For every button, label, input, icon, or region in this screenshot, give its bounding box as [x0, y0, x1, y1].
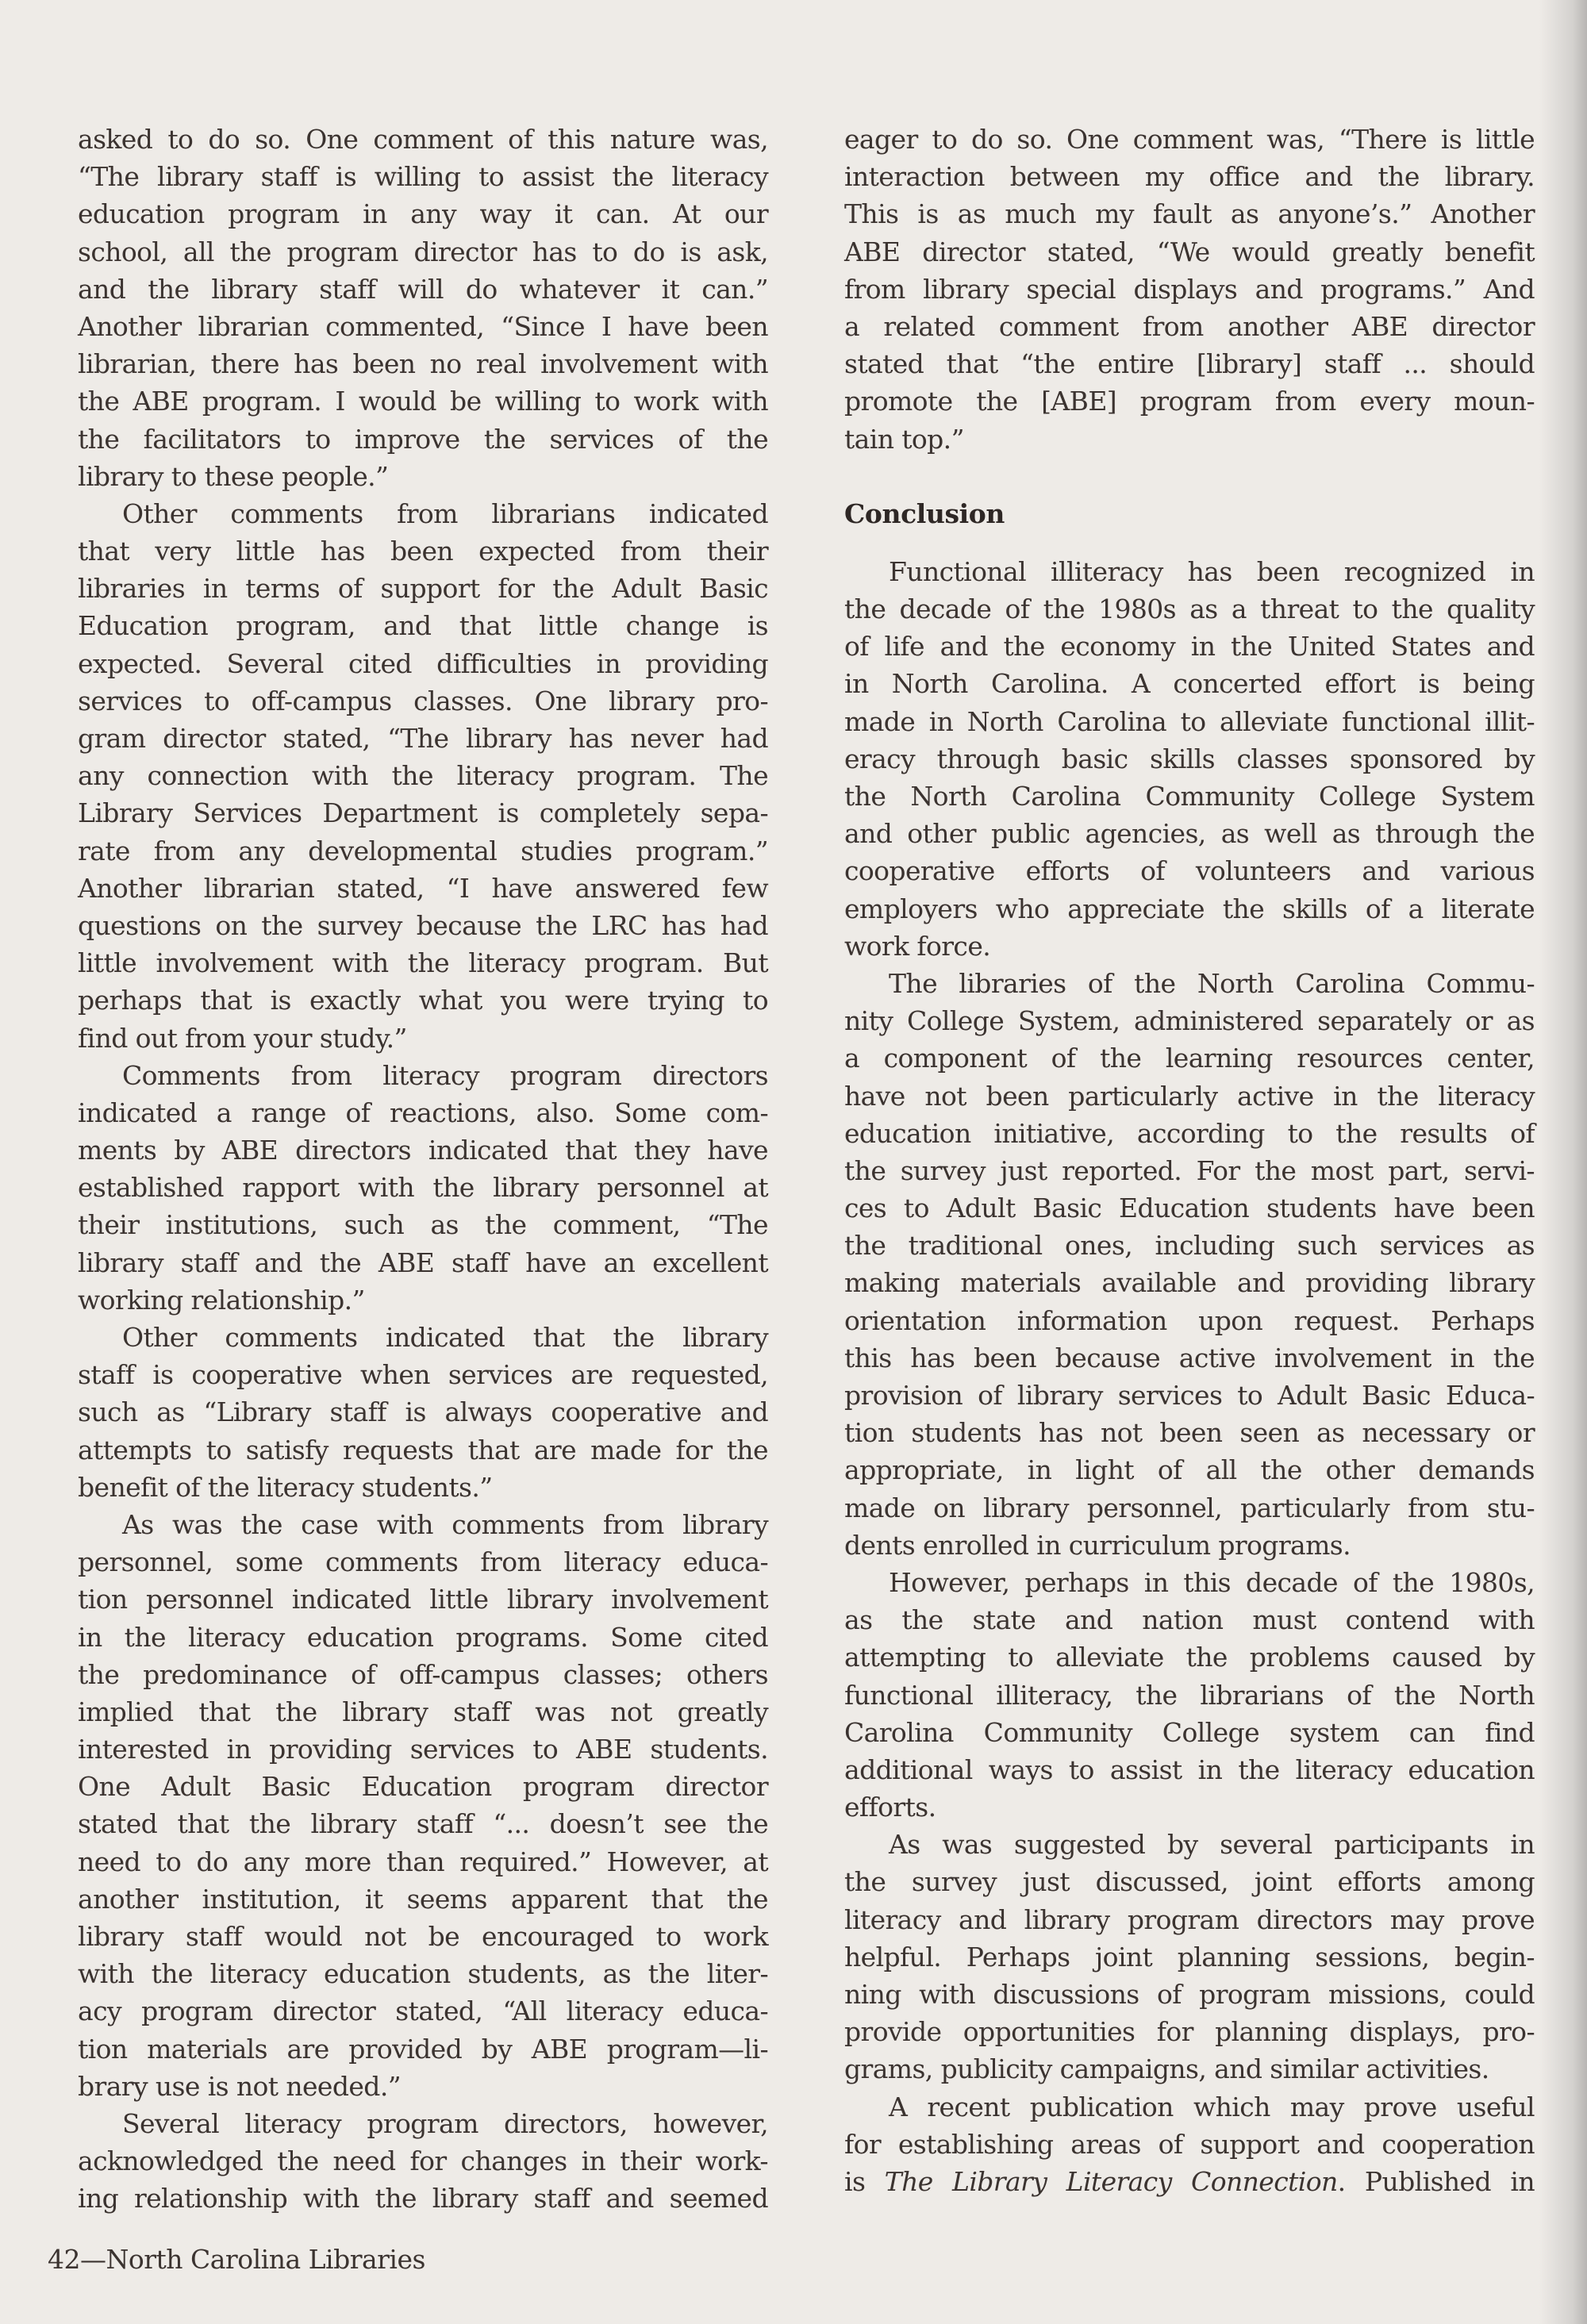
paragraph	[844, 121, 1535, 458]
text-line: acy program director stated, “All literacy educa-	[78, 1996, 768, 2027]
text-line: is The Library Literacy Connection. Published in	[844, 2165, 1535, 2197]
text-line: have not been particularly active in the literacy	[844, 1080, 1535, 1112]
text-line: staff is cooperative when services are requested,	[78, 1359, 768, 1391]
paragraph	[78, 495, 768, 1057]
text-line: Another librarian stated, “I have answered few	[78, 872, 768, 904]
text-line: One Adult Basic Education program director	[78, 1771, 768, 1803]
text-line: the survey just discussed, joint efforts among	[844, 1866, 1535, 1898]
text-line: provision of library services to Adult Basic Educa-	[844, 1380, 1535, 1411]
text-line: appropriate, in light of all the other demands	[844, 1454, 1535, 1486]
paragraph	[78, 1057, 768, 1319]
text-line: literacy and library program directors may prove	[844, 1903, 1535, 1935]
text-line: for establishing areas of support and cooperation	[844, 2128, 1535, 2160]
text-line: perhaps that is exactly what you were trying to	[78, 985, 768, 1016]
text-line: established rapport with the library personnel at	[78, 1172, 768, 1204]
text-line: attempts to satisfy requests that are made for the	[78, 1434, 768, 1465]
text-line: Other comments indicated that the library	[122, 1322, 768, 1353]
text-line: in North Carolina. A concerted effort is being	[844, 668, 1535, 700]
text-line: stated that “the entire [library] staff ... should	[844, 348, 1535, 380]
text-line: As was suggested by several participants in	[889, 1829, 1535, 1861]
text-line: such as “Library staff is always cooperative and	[78, 1396, 768, 1428]
text-line: the ABE program. I would be willing to work with	[78, 386, 768, 417]
text-line: functional illiteracy, the librarians of the North	[844, 1679, 1535, 1711]
text-line: ABE director stated, “We would greatly benefit	[844, 236, 1535, 267]
text-line: this has been because active involvement in the	[844, 1342, 1535, 1373]
text-line: promote the [ABE] program from every moun-	[844, 386, 1535, 417]
paragraph	[844, 2088, 1535, 2201]
text-line: another institution, it seems apparent that the	[78, 1883, 768, 1915]
text-line: the North Carolina Community College System	[844, 781, 1535, 812]
text-line: Several literacy program directors, however,	[122, 2107, 768, 2139]
text-line: However, perhaps in this decade of the 1980s,	[889, 1566, 1535, 1598]
text-line: services to off-campus classes. One library pro-	[78, 685, 768, 716]
text-line: grams, publicity campaigns, and similar activities.	[844, 2053, 1489, 2085]
right-column	[844, 121, 1535, 2200]
text-line: Education program, and that little change is	[78, 610, 768, 642]
text-line: expected. Several cited difficulties in providing	[78, 647, 768, 679]
text-line: need to do any more than required.” However, at	[78, 1846, 768, 1877]
text-line: “The library staff is willing to assist the literacy	[78, 161, 768, 193]
text-line: the survey just reported. For the most part, servi-	[844, 1154, 1535, 1186]
page-edge-shadow	[1539, 0, 1587, 2324]
text-line: find out from your study.”	[78, 1022, 407, 1054]
paragraph	[844, 553, 1535, 965]
text-line: questions on the survey because the LRC has had	[78, 909, 768, 941]
text-line: benefit of the literacy students.”	[78, 1471, 493, 1503]
text-line: helpful. Perhaps joint planning sessions, begin-	[844, 1941, 1535, 1973]
left-column	[78, 121, 768, 2218]
text-line: of life and the economy in the United States and	[844, 631, 1535, 663]
text-line: provide opportunities for planning displays, pro-	[844, 2016, 1535, 2048]
text-line: Another librarian commented, “Since I have been	[78, 310, 768, 342]
text-line: made in North Carolina to alleviate functional illit-	[844, 705, 1535, 737]
paragraph	[844, 965, 1535, 1564]
text-line: tain top.”	[844, 423, 964, 455]
paragraph	[78, 1506, 768, 2105]
text-line: interaction between my office and the library.	[844, 161, 1535, 193]
text-line: A recent publication which may prove useful	[889, 2091, 1535, 2122]
text-line: ning with discussions of program missions, could	[844, 1979, 1535, 2010]
text-line: brary use is not needed.”	[78, 2070, 401, 2102]
text-line: school, all the program director has to do is ask,	[78, 236, 768, 267]
text-line: gram director stated, “The library has never had	[78, 723, 768, 754]
text-line: stated that the library staff “... doesn’t see the	[78, 1808, 768, 1840]
text-line: employers who appreciate the skills of a literate	[844, 893, 1535, 924]
right-column-pre-heading	[844, 121, 1535, 458]
text-line: eager to do so. One comment was, “There is little	[844, 124, 1535, 155]
text-line: attempting to alleviate the problems caused by	[844, 1642, 1535, 1673]
text-line: Carolina Community College system can find	[844, 1716, 1535, 1748]
text-line: that very little has been expected from their	[78, 536, 768, 567]
text-line: This is as much my fault as anyone’s.” Another	[844, 198, 1535, 230]
publication-title: The Library Literacy Connection	[884, 2165, 1338, 2197]
text-line: education program in any way it can. At our	[78, 198, 768, 230]
text-line: as the state and nation must contend with	[844, 1604, 1535, 1636]
text-line: librarian, there has been no real involvement with	[78, 348, 768, 380]
text-line: implied that the library staff was not greatly	[78, 1696, 768, 1727]
text-line: interested in providing services to ABE students.	[78, 1734, 768, 1765]
text-line: Library Services Department is completely sepa-	[78, 797, 768, 829]
text-line: As was the case with comments from library	[122, 1508, 768, 1540]
text-line: working relationship.”	[78, 1284, 365, 1316]
text-line: the traditional ones, including such services as	[844, 1230, 1535, 1262]
text-line: efforts.	[844, 1792, 936, 1823]
text-line: nity College System, administered separately or as	[844, 1005, 1535, 1037]
text-line: any connection with the literacy program. The	[78, 760, 768, 792]
paragraph	[78, 121, 768, 495]
text-line: tion students has not been seen as necessary or	[844, 1417, 1535, 1449]
text-line: their institutions, such as the comment, “The	[78, 1209, 768, 1241]
text-line: library to these people.”	[78, 460, 389, 492]
text-line: the facilitators to improve the services of the	[78, 423, 768, 455]
page-folio: 42—North Carolina Libraries	[48, 2244, 425, 2275]
text-line: Other comments from librarians indicated	[122, 497, 768, 529]
text-line: cooperative efforts of volunteers and various	[844, 855, 1535, 887]
paragraph	[78, 1319, 768, 1506]
text-line: ments by ABE directors indicated that they have	[78, 1135, 768, 1166]
text-line: acknowledged the need for changes in their work-	[78, 2145, 768, 2177]
section-heading-conclusion: Conclusion	[844, 497, 1005, 529]
text-line: and the library staff will do whatever it can.”	[78, 273, 768, 305]
paragraph	[844, 1826, 1535, 2088]
text-line: Comments from literacy program directors	[122, 1059, 768, 1091]
text-line: and other public agencies, as well as through the	[844, 818, 1535, 850]
text-line: eracy through basic skills classes sponsored by	[844, 743, 1535, 774]
text-line: The libraries of the North Carolina Commu-	[889, 967, 1535, 999]
text-line: little involvement with the literacy program. But	[78, 947, 768, 979]
text-line: tion materials are provided by ABE program—li-	[78, 2033, 768, 2065]
text-line: indicated a range of reactions, also. Some com-	[78, 1097, 768, 1128]
text-line: orientation information upon request. Perhaps	[844, 1304, 1535, 1336]
text-line: rate from any developmental studies program.”	[78, 835, 768, 866]
text-line: dents enrolled in curriculum programs.	[844, 1529, 1351, 1561]
text-line: tion personnel indicated little library involvement	[78, 1584, 768, 1615]
text-line: libraries in terms of support for the Adult Basic	[78, 573, 768, 605]
text-line: ing relationship with the library staff and seemed	[78, 2183, 768, 2215]
text-line: ces to Adult Basic Education students have been	[844, 1193, 1535, 1224]
right-column-conclusion-body	[844, 553, 1535, 2200]
text-line: Functional illiteracy has been recognized in	[889, 555, 1535, 587]
text-line: asked to do so. One comment of this nature was,	[78, 124, 768, 155]
paragraph	[844, 1564, 1535, 1826]
text-line: additional ways to assist in the literacy education	[844, 1754, 1535, 1785]
text-line: made on library personnel, particularly from stu-	[844, 1492, 1535, 1523]
paragraph	[78, 2105, 768, 2218]
text-line: the decade of the 1980s as a threat to the quality	[844, 593, 1535, 625]
text-line: a component of the learning resources center,	[844, 1043, 1535, 1074]
text-line: library staff and the ABE staff have an excellent	[78, 1247, 768, 1278]
text-line: from library special displays and programs.” And	[844, 273, 1535, 305]
text-line: the predominance of off-campus classes; others	[78, 1658, 768, 1690]
text-line: in the literacy education programs. Some cited	[78, 1621, 768, 1653]
text-line: a related comment from another ABE director	[844, 310, 1535, 342]
text-line: education initiative, according to the results of	[844, 1117, 1535, 1149]
text-line: work force.	[844, 930, 991, 962]
text-line: library staff would not be encouraged to work	[78, 1921, 768, 1952]
text-line: personnel, some comments from literacy educa-	[78, 1546, 768, 1578]
text-line: making materials available and providing library	[844, 1267, 1535, 1299]
text-line: with the literacy education students, as the liter-	[78, 1958, 768, 1990]
